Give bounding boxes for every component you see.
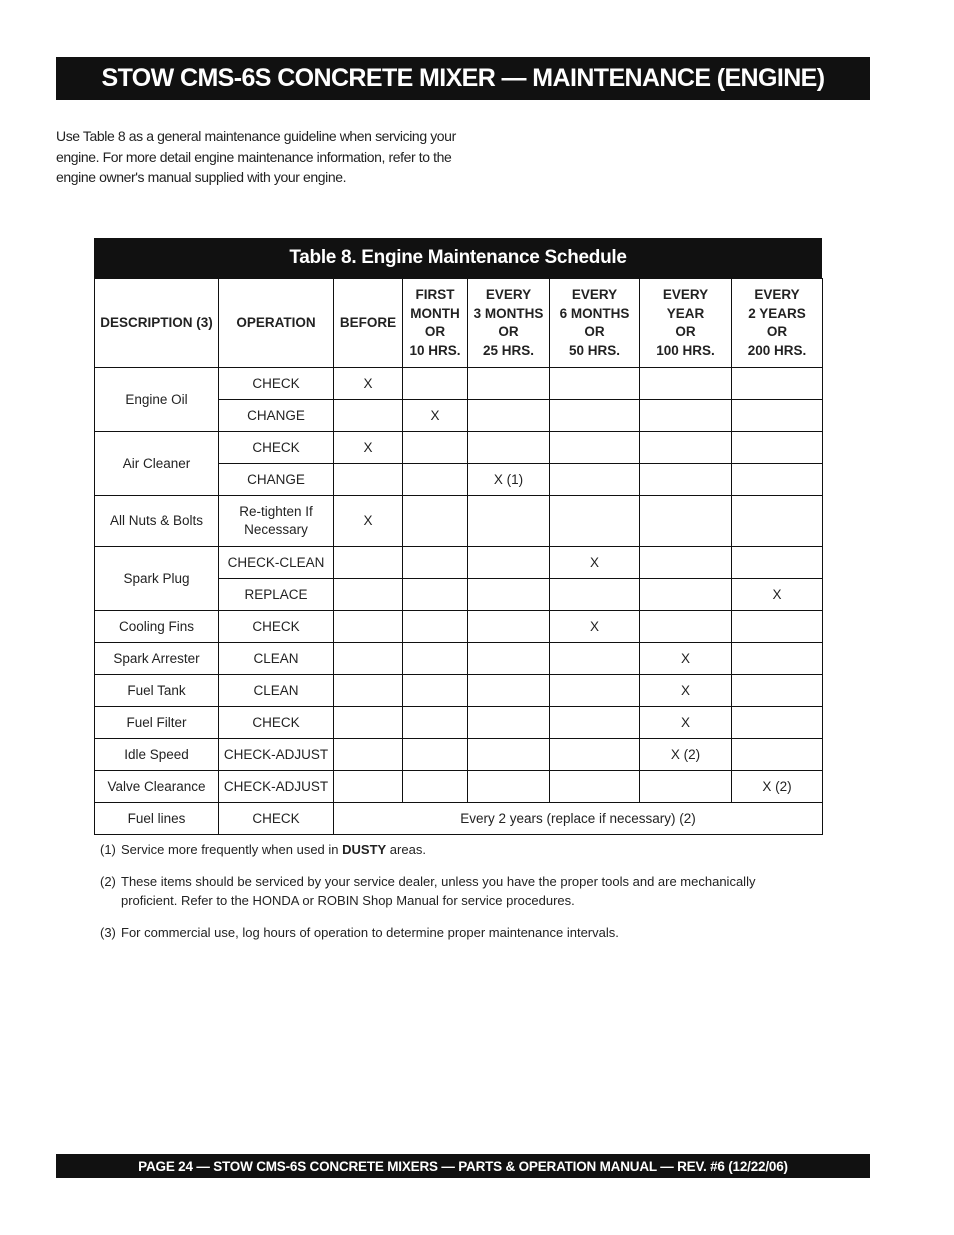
table-row (95, 707, 823, 739)
item-air-cleaner: Air Cleaner (95, 432, 219, 496)
schedule-cell: X (2) (732, 771, 823, 803)
table-row (95, 611, 823, 643)
item-spark-plug: Spark Plug (95, 547, 219, 611)
operation-cell: CHECK (219, 432, 334, 464)
operation-cell: Re-tighten If Necessary (219, 496, 334, 547)
item-nuts-bolts: All Nuts & Bolts (95, 496, 219, 547)
operation-cell: CHANGE (219, 400, 334, 432)
header-every-6-months: EVERY 6 MONTHS OR 50 HRS. (550, 279, 640, 368)
schedule-cell: X (640, 707, 732, 739)
table-row (95, 547, 823, 579)
schedule-cell: X (550, 547, 640, 579)
table-row (95, 368, 823, 400)
item-valve-clearance: Valve Clearance (95, 771, 219, 803)
schedule-cell: X (732, 579, 823, 611)
schedule-cell: X (334, 496, 403, 547)
item-spark-arrester: Spark Arrester (95, 643, 219, 675)
header-operation: OPERATION (219, 279, 334, 368)
table-row (95, 771, 823, 803)
operation-cell: CHECK (219, 368, 334, 400)
table-header-row (95, 279, 823, 368)
footnote-3: (3) For commercial use, log hours of operation to determine proper maintenance intervals. (100, 925, 619, 940)
schedule-cell: X (640, 643, 732, 675)
schedule-cell: X (550, 611, 640, 643)
operation-cell: CHECK-ADJUST (219, 739, 334, 771)
item-fuel-filter: Fuel Filter (95, 707, 219, 739)
header-every-2-years: EVERY 2 YEARS OR 200 HRS. (732, 279, 823, 368)
table-row (95, 432, 823, 464)
header-before: BEFORE (334, 279, 403, 368)
operation-cell: REPLACE (219, 579, 334, 611)
header-first-month: FIRST MONTH OR 10 HRS. (403, 279, 468, 368)
schedule-cell: X (403, 400, 468, 432)
page-title: STOW CMS-6S CONCRETE MIXER — MAINTENANCE (ENGINE) (56, 57, 870, 100)
table-row (95, 496, 823, 547)
fuel-lines-schedule: Every 2 years (replace if necessary) (2) (334, 803, 823, 835)
table-row (95, 803, 823, 835)
schedule-cell: X (1) (468, 464, 550, 496)
intro-paragraph: Use Table 8 as a general maintenance guideline when servicing your engine. For more detail engine maintenance information, refer to the engine owner's manual supplied with your engine. (56, 128, 456, 185)
schedule-cell: X (2) (640, 739, 732, 771)
item-cooling-fins: Cooling Fins (95, 611, 219, 643)
schedule-cell: X (640, 675, 732, 707)
table-caption: Table 8. Engine Maintenance Schedule (94, 238, 822, 278)
table-row (95, 739, 823, 771)
item-fuel-lines: Fuel lines (95, 803, 219, 835)
item-engine-oil: Engine Oil (95, 368, 219, 432)
footnote-2: (2) These items should be serviced by your service dealer, unless you have the proper tools and are mechanically proficient. Refer to the HONDA or ROBIN Shop Manual for service procedures. (100, 874, 756, 908)
table-row (95, 643, 823, 675)
item-idle-speed: Idle Speed (95, 739, 219, 771)
footnote-1: (1) Service more frequently when used in DUSTY areas. (100, 842, 426, 857)
table-footnotes (100, 840, 800, 955)
item-fuel-tank: Fuel Tank (95, 675, 219, 707)
operation-cell: CLEAN (219, 643, 334, 675)
operation-cell: CHECK (219, 803, 334, 835)
schedule-cell: X (334, 368, 403, 400)
maintenance-table-container (94, 238, 822, 835)
operation-cell: CHANGE (219, 464, 334, 496)
engine-maintenance-table (94, 278, 823, 835)
schedule-cell: X (334, 432, 403, 464)
header-every-year: EVERY YEAR OR 100 HRS. (640, 279, 732, 368)
header-description: DESCRIPTION (3) (95, 279, 219, 368)
operation-cell: CHECK (219, 611, 334, 643)
header-every-3-months: EVERY 3 MONTHS OR 25 HRS. (468, 279, 550, 368)
operation-cell: CLEAN (219, 675, 334, 707)
operation-cell: CHECK-CLEAN (219, 547, 334, 579)
table-row (95, 675, 823, 707)
page-footer: PAGE 24 — STOW CMS-6S CONCRETE MIXERS — PARTS & OPERATION MANUAL — REV. #6 (12/22/06) (56, 1154, 870, 1178)
operation-cell: CHECK-ADJUST (219, 771, 334, 803)
operation-cell: CHECK (219, 707, 334, 739)
